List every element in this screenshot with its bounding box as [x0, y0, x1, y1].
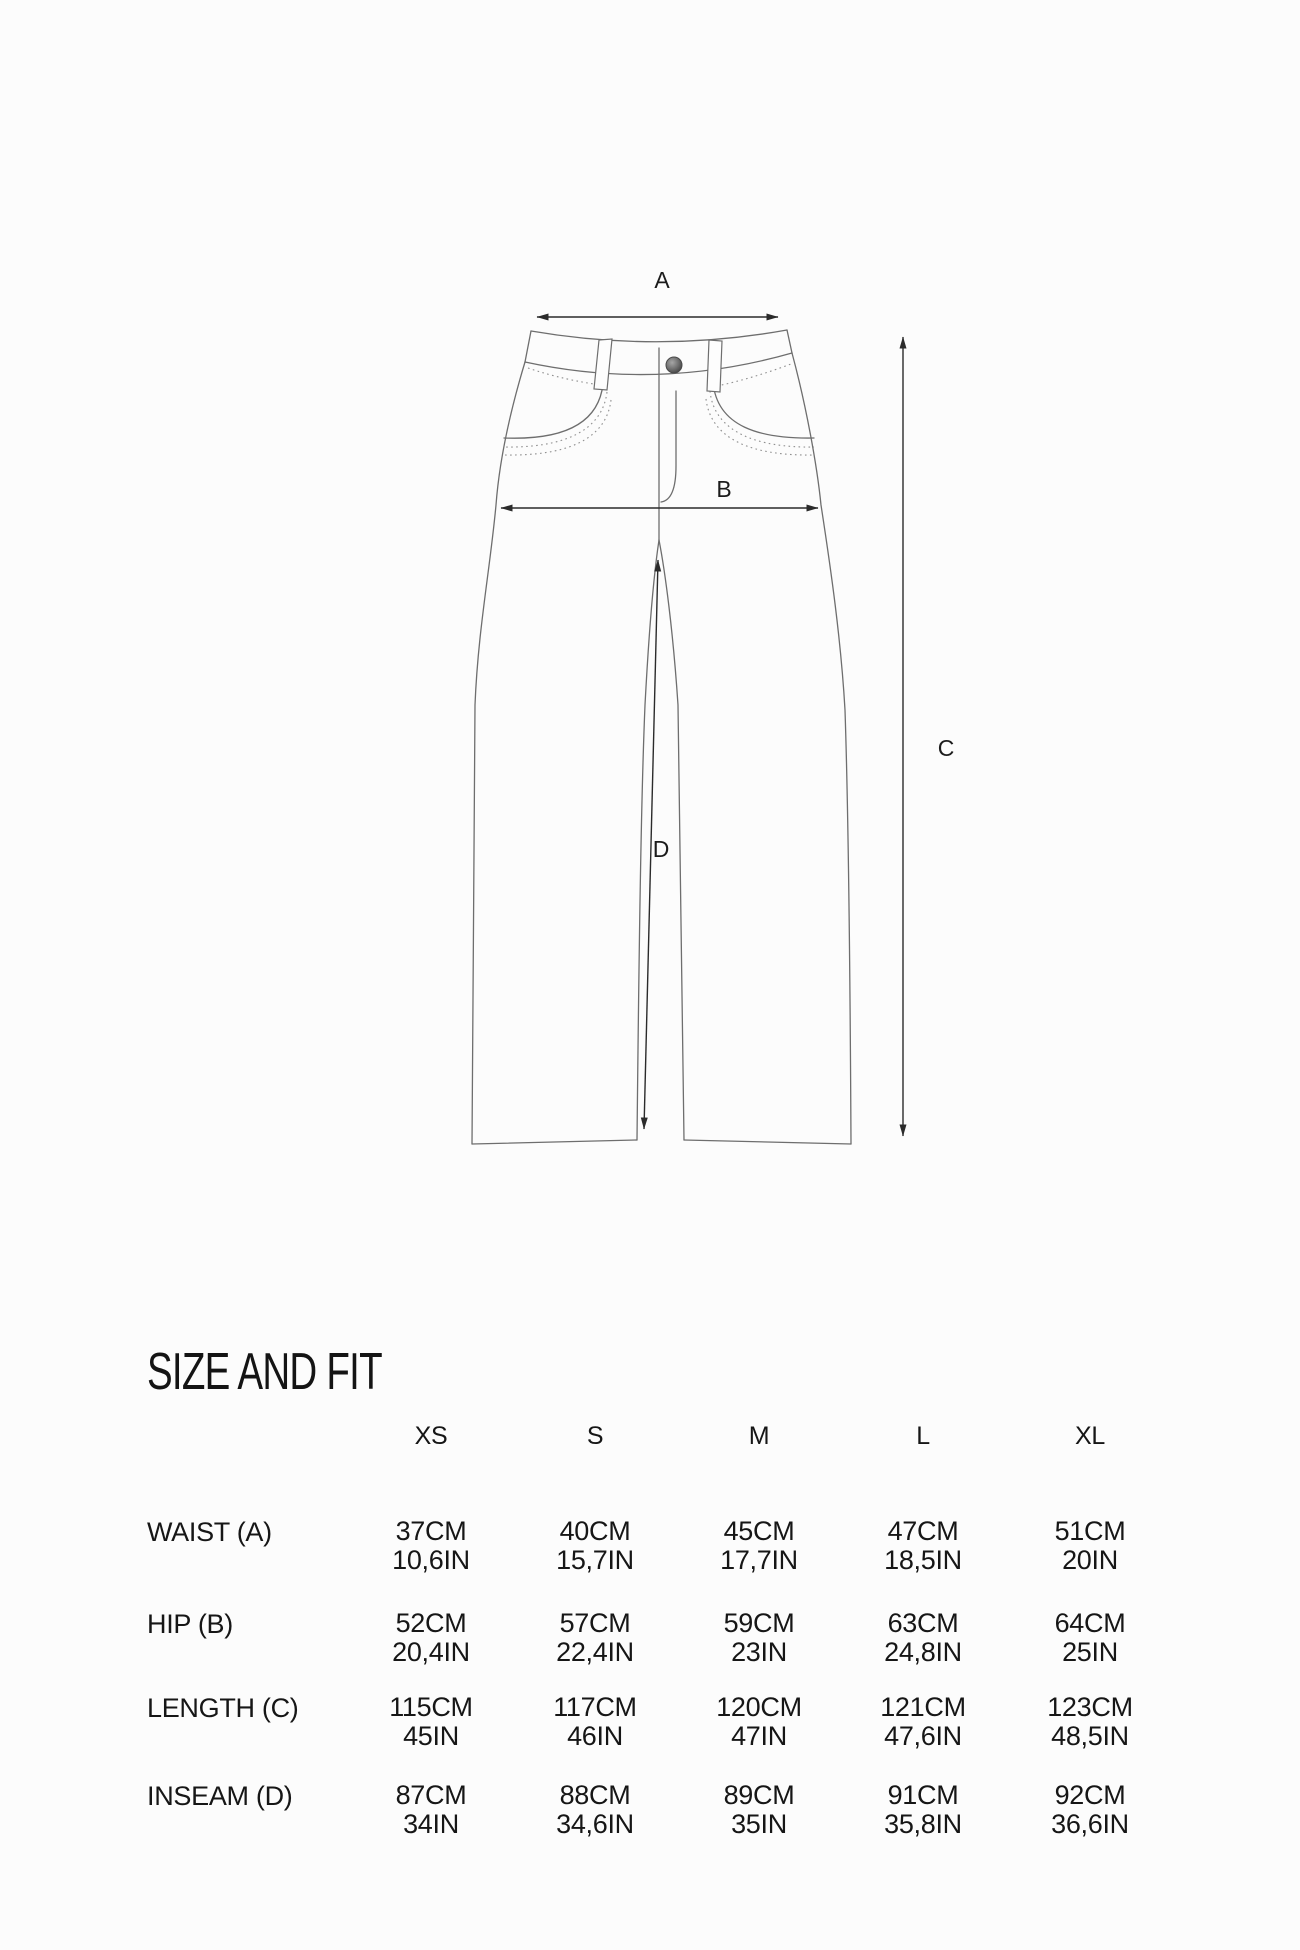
value-cm: 115CM: [389, 1692, 473, 1722]
size-column-m: M: [748, 1422, 770, 1450]
value-cm: 47CM: [887, 1516, 959, 1546]
waist-xs-cell: [349, 1517, 513, 1609]
waistband-right-cap: [787, 330, 792, 353]
section-title: SIZE AND FIT: [147, 1343, 382, 1401]
length-xl-cell: [1005, 1693, 1175, 1781]
value-in: 20,4IN: [392, 1637, 470, 1667]
value-in: 36,6IN: [1051, 1809, 1129, 1839]
waist-s-cell: [513, 1517, 677, 1609]
measurement-letters: [653, 267, 955, 862]
value-cm: 123CM: [1047, 1692, 1133, 1722]
pants-outline: [472, 330, 851, 1144]
right-pocket-stitch-1: [710, 391, 814, 447]
value-cm: 40CM: [559, 1516, 631, 1546]
value-cm: 37CM: [395, 1516, 467, 1546]
size-column-s: S: [586, 1422, 604, 1450]
length-xs-cell: [349, 1693, 513, 1781]
value-cm: 87CM: [395, 1780, 467, 1810]
label-b: B: [716, 476, 732, 502]
waistband-left-cap: [525, 331, 531, 362]
value-in: 47,6IN: [884, 1721, 962, 1751]
value-in: 45IN: [403, 1721, 459, 1751]
value-in: 20IN: [1062, 1545, 1118, 1575]
value-in: 22,4IN: [556, 1637, 634, 1667]
value-cm: 63CM: [887, 1608, 959, 1638]
left-belt-loop: [594, 339, 612, 390]
value-cm: 57CM: [559, 1608, 631, 1638]
length-l-cell: [841, 1693, 1005, 1781]
label-d: D: [652, 836, 670, 862]
row-label-waist: WAIST (A): [147, 1517, 272, 1547]
value-in: 35,8IN: [884, 1809, 962, 1839]
inseam-xl-cell: [1005, 1781, 1175, 1841]
label-a: A: [654, 267, 670, 293]
right-pocket-stitch-2: [706, 399, 814, 455]
value-cm: 45CM: [723, 1516, 795, 1546]
inseam-xs-cell: [349, 1781, 513, 1841]
right-pocket-opening: [713, 382, 814, 438]
value-cm: 92CM: [1054, 1780, 1126, 1810]
inseam-m-cell: [677, 1781, 841, 1841]
fly-j-stitch: [661, 391, 676, 502]
size-column-l: L: [916, 1422, 930, 1450]
hip-l-cell: [841, 1609, 1005, 1693]
value-in: 15,7IN: [556, 1545, 634, 1575]
value-in: 25IN: [1062, 1637, 1118, 1667]
inseam-s-cell: [513, 1781, 677, 1841]
value-cm: 91CM: [887, 1780, 959, 1810]
label-c: C: [937, 735, 955, 761]
right-outseam: [792, 353, 851, 1144]
left-pocket-top-stitch: [528, 368, 600, 385]
waist-button: [666, 357, 682, 373]
value-in: 48,5IN: [1051, 1721, 1129, 1751]
value-cm: 51CM: [1054, 1516, 1126, 1546]
value-cm: 117CM: [553, 1692, 637, 1722]
value-in: 18,5IN: [884, 1545, 962, 1575]
inseam-row: [147, 1781, 1175, 1841]
value-cm: 121CM: [880, 1692, 966, 1722]
value-in: 23IN: [731, 1637, 787, 1667]
value-in: 34,6IN: [556, 1809, 634, 1839]
value-cm: 52CM: [395, 1608, 467, 1638]
hip-m-cell: [677, 1609, 841, 1693]
inseam-l-cell: [841, 1781, 1005, 1841]
hip-s-cell: [513, 1609, 677, 1693]
hip-xs-cell: [349, 1609, 513, 1693]
size-chart-table: [147, 1415, 1175, 1841]
waist-xl-cell: [1005, 1517, 1175, 1609]
belt-loops: [594, 339, 722, 392]
length-row: [147, 1693, 1175, 1781]
left-pocket-opening: [504, 384, 603, 438]
size-column-xl: XL: [1075, 1422, 1105, 1450]
hip-xl-cell: [1005, 1609, 1175, 1693]
right-hem: [684, 1140, 851, 1144]
size-header-row: [147, 1415, 1175, 1517]
length-s-cell: [513, 1693, 677, 1781]
waist-m-cell: [677, 1517, 841, 1609]
length-m-cell: [677, 1693, 841, 1781]
value-cm: 88CM: [559, 1780, 631, 1810]
value-in: 47IN: [731, 1721, 787, 1751]
header-spacer: [147, 1415, 349, 1517]
waistband-top-edge: [531, 330, 787, 342]
value-in: 10,6IN: [392, 1545, 470, 1575]
waist-row: [147, 1517, 1175, 1609]
left-outseam: [472, 362, 525, 1144]
value-cm: 64CM: [1054, 1608, 1126, 1638]
hip-row: [147, 1609, 1175, 1693]
value-in: 17,7IN: [720, 1545, 798, 1575]
right-belt-loop: [707, 340, 722, 392]
value-cm: 120CM: [716, 1692, 802, 1722]
row-label-hip: HIP (B): [147, 1609, 233, 1639]
value-cm: 59CM: [723, 1608, 795, 1638]
left-hem: [472, 1140, 637, 1144]
waist-l-cell: [841, 1517, 1005, 1609]
row-label-inseam: INSEAM (D): [147, 1781, 293, 1811]
row-label-length: LENGTH (C): [147, 1693, 299, 1723]
value-in: 24,8IN: [884, 1637, 962, 1667]
value-in: 46IN: [567, 1721, 623, 1751]
value-cm: 89CM: [723, 1780, 795, 1810]
size-column-xs: XS: [414, 1422, 448, 1450]
value-in: 34IN: [403, 1809, 459, 1839]
value-in: 35IN: [731, 1809, 787, 1839]
